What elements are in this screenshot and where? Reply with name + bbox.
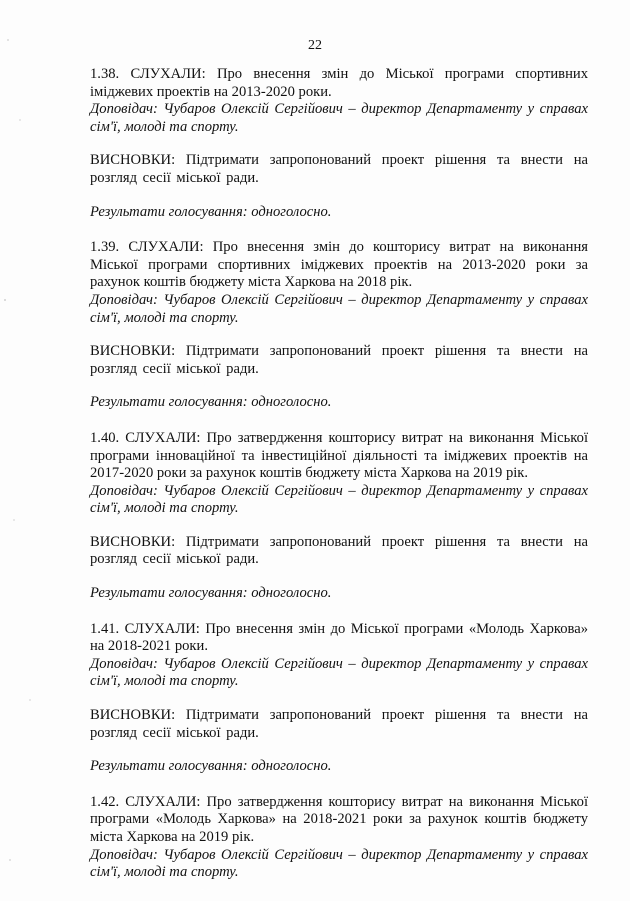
voting-result: Результати голосування: одноголосно.	[90, 203, 332, 220]
conclusion-text: ВИСНОВКИ: Підтримати запропонований проект рішення та внести на розгляд сесії міської ради.	[90, 343, 588, 377]
heard-text: 1.41. СЛУХАЛИ: Про внесення змін до Міської програми «Молодь Харкова» на 2018-2021 роки.	[90, 620, 588, 655]
heard-text: 1.38. СЛУХАЛИ: Про внесення змін до Міської програми спортивних іміджевих проектів на 2013-2020 роки.	[90, 66, 588, 100]
voting-result: Результати голосування: одноголосно.	[90, 394, 332, 411]
conclusion-text: ВИСНОВКИ: Підтримати запропонований проект рішення та внести на розгляд сесії міської ради.	[90, 707, 588, 741]
speaker-text: Доповідач: Чубаров Олексій Сергійович – директор Департаменту у справах сім'ї, молоді та спорту.	[90, 846, 588, 881]
scan-edge-noise	[0, 0, 44, 901]
agenda-item-1-40	[90, 430, 588, 603]
page-number: 22	[308, 38, 322, 53]
speaker-text: Доповідач: Чубаров Олексій Сергійович – директор Департаменту у справах сім'ї, молоді та спорту.	[90, 291, 588, 326]
heard-text: 1.40. СЛУХАЛИ: Про затвердження кошторису витрат на виконання Міської програми інноваційної та інвестиційної діяльності та іміджевих проектів на 2017-2020 роки за рахунок коштів бюджету міста Харкова на 2019 рік.	[90, 429, 588, 482]
conclusion-text: ВИСНОВКИ: Підтримати запропонований проект рішення та внести на розгляд сесії міської ради.	[90, 152, 588, 186]
voting-result: Результати голосування: одноголосно.	[90, 585, 332, 602]
agenda-item-1-38	[90, 66, 588, 221]
speaker-text: Доповідач: Чубаров Олексій Сергійович – директор Департаменту у справах сім'ї, молоді та спорту.	[90, 101, 588, 135]
heard-text: 1.42. СЛУХАЛИ: Про затвердження кошторису витрат на виконання Міської програми «Молодь Харкова» на 2018-2021 роки за рахунок коштів бюджету міста Харкова на 2019 рік.	[90, 793, 588, 845]
agenda-item-1-42	[90, 794, 588, 882]
voting-result: Результати голосування: одноголосно.	[90, 758, 332, 775]
agenda-item-1-39	[90, 239, 588, 412]
conclusion-text: ВИСНОВКИ: Підтримати запропонований проект рішення та внести на розгляд сесії міської ради.	[90, 533, 588, 568]
minutes-content	[90, 66, 588, 882]
speaker-text: Доповідач: Чубаров Олексій Сергійович – директор Департаменту у справах сім'ї, молоді та спорту.	[90, 655, 588, 690]
speaker-text: Доповідач: Чубаров Олексій Сергійович – директор Департаменту у справах сім'ї, молоді та спорту.	[90, 482, 588, 517]
agenda-item-1-41	[90, 621, 588, 776]
heard-text: 1.39. СЛУХАЛИ: Про внесення змін до кошторису витрат на виконання Міської програми спортивних іміджевих проектів на 2013-2020 роки за рахунок коштів бюджету міста Харкова на 2018 рік.	[90, 239, 588, 291]
